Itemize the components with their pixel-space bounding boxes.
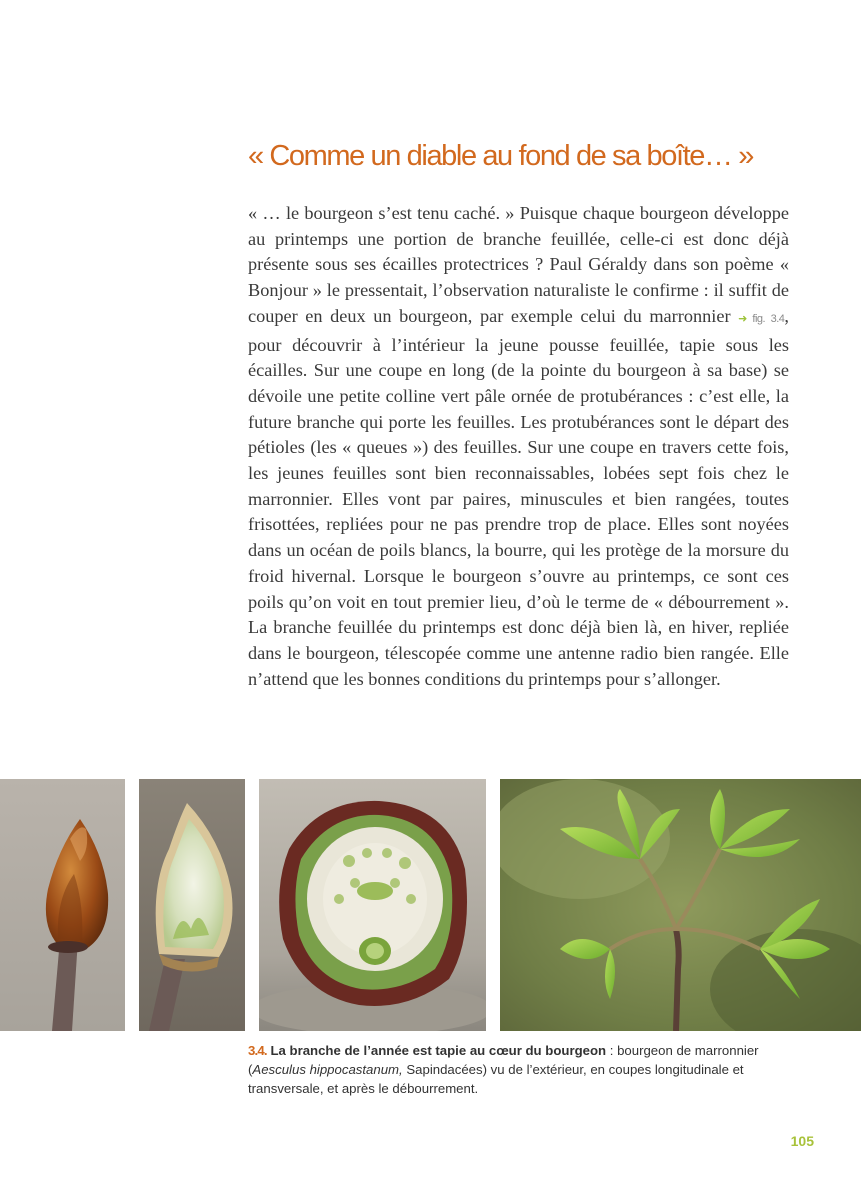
caption-text-2: Sapindacées) vu de l’extérieur, en coupes longitudinale et transversale, et après le débourrement. — [248, 1062, 744, 1096]
photo-after-bud-burst — [500, 779, 861, 1031]
caption-latin-name: Aesculus hippocastanum, — [252, 1062, 403, 1077]
body-text-part-2: , pour découvrir à l’intérieur la jeune pousse feuillée, tapie sous les écailles. Sur une coupe en long (de la pointe du bourgeon à sa base) se dévoile une petite colline vert pâle ornée de protubérances : c’est elle, la future branche qui porte les feuilles. Les protubérances sont le départ des pétioles (les « queues ») des feuilles. Sur une coupe en travers cette fois, les jeunes feuilles sont bien reconnaissables, lobées sept fois chez le marronnier. Elles vont par paires, minuscules et bien rangées, toutes frisottées, repliées pour ne pas prendre trop de place. Elles sont noyées dans un océan de poils blancs, la bourre, qui les protège de la morsure du froid hivernal. Lorsque le bourgeon s’ouvre au printemps, ce sont ces poils qu’on voit en tout premier lieu, d’où le terme de « débourrement ». La branche feuillée du printemps est donc déjà bien là, en hiver, repliée dans le bourgeon, télescopée comme une antenne radio bien rangée. Elle n’attend que les bonnes conditions du printemps pour s’allonger. — [248, 305, 789, 689]
figure-caption — [248, 1041, 788, 1098]
photo-bud-exterior — [0, 779, 125, 1031]
photo-bud-transverse-section — [259, 779, 486, 1031]
page-number: 105 — [790, 1133, 814, 1149]
body-text-part-1: « … le bourgeon s’est tenu caché. » Puisque chaque bourgeon développe au printemps une portion de branche feuillée, celle-ci est donc déjà présente sous ses écailles protectrices ? Paul Géraldy dans son poème « Bonjour » le pressentait, l’observation naturaliste le confirme : il suffit de couper en deux un bourgeon, par exemple celui du marronnier — [248, 203, 789, 326]
caption-text-1: : bourgeon de marronnier ( — [248, 1043, 759, 1077]
figure-reference[interactable] — [738, 313, 784, 325]
arrow-right-icon: ➜ — [738, 312, 747, 325]
figure-reference-label: fig. 3.4 — [752, 312, 785, 325]
photo-bud-longitudinal-section — [139, 779, 245, 1031]
section-heading: « Comme un diable au fond de sa boîte… » — [248, 140, 754, 172]
caption-lead: La branche de l’année est tapie au cœur du bourgeon — [270, 1043, 607, 1058]
figure-number: 3.4. — [248, 1043, 267, 1058]
body-paragraph — [248, 201, 789, 692]
